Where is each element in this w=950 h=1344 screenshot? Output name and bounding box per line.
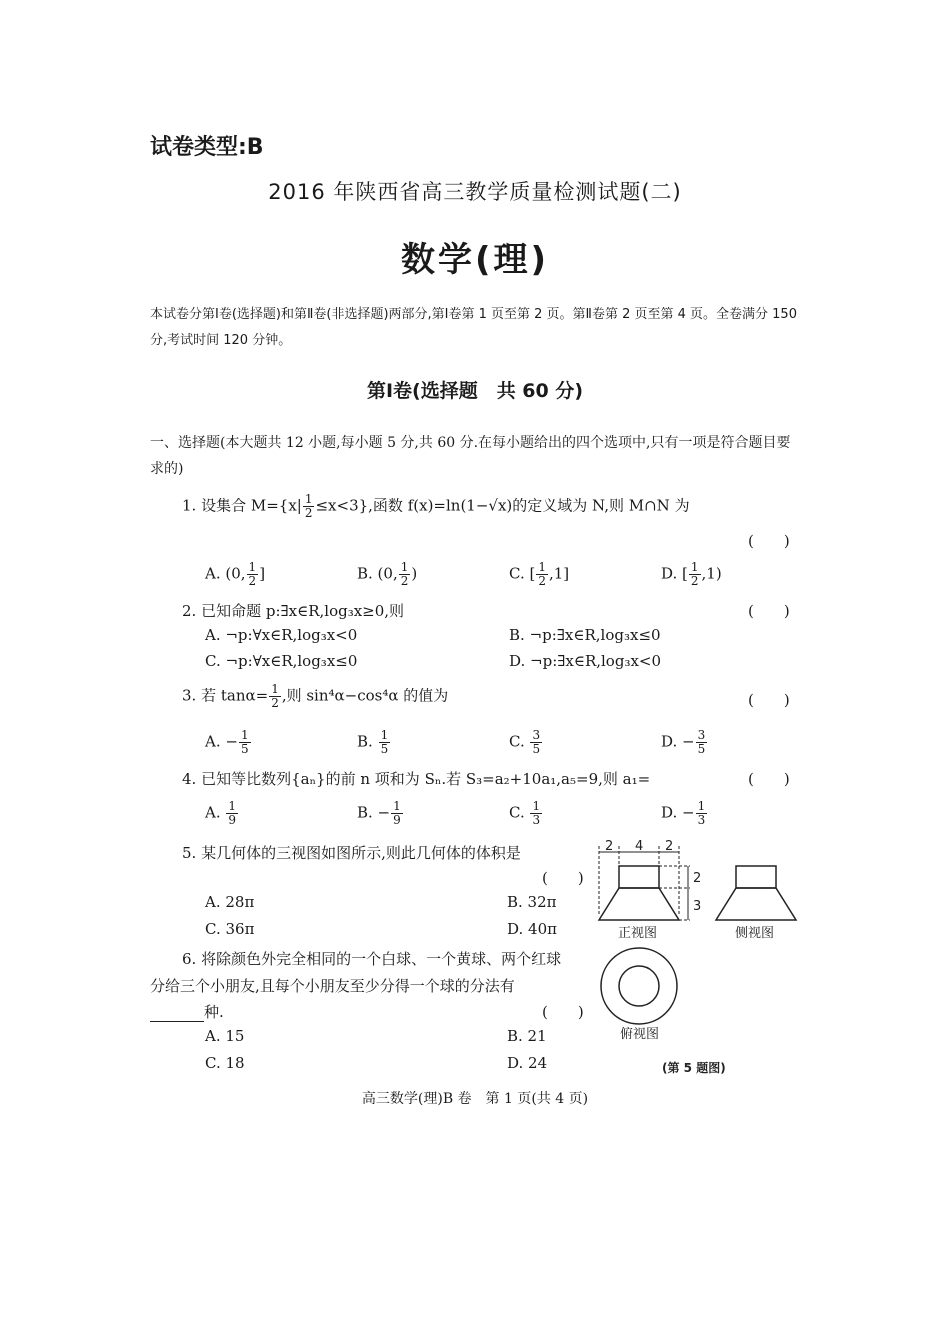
question-3-stem: [182, 683, 448, 710]
q5-option-a: A. 28π: [205, 893, 255, 911]
answer-blank: ( ): [542, 1003, 584, 1021]
q3-a-frac: [239, 729, 251, 756]
q3-option-c: [509, 729, 543, 756]
q3-d-den: 5: [697, 742, 706, 756]
paper-type: 试卷类型:B: [150, 135, 264, 160]
answer-blank: ( ): [542, 869, 584, 887]
q4-b-pre: B. −: [357, 803, 391, 822]
q3-a-pre: A. −: [205, 732, 238, 751]
q1-a-num: 1: [248, 560, 257, 574]
q1-a-pre: A. (0,: [205, 564, 246, 583]
q1-d-den: 2: [690, 574, 699, 588]
q1-stem-post: ≤x<3},函数 f(x)=ln(1−√x)的定义域为 N,则 M∩N 为: [315, 496, 690, 515]
q1-a-post: ]: [259, 564, 266, 583]
q5-option-d: D. 40π: [507, 920, 557, 938]
q4-a-num: 1: [228, 799, 237, 813]
q1-b-post: ): [411, 564, 418, 583]
answer-blank: ( ): [748, 691, 790, 709]
q1-frac-den: 2: [304, 506, 313, 520]
q1-d-pre: D. [: [661, 564, 688, 583]
q4-option-c: [509, 800, 543, 827]
top-view-outer-circle: [601, 948, 677, 1024]
q3-option-b: [357, 729, 391, 756]
q4-a-den: 9: [228, 813, 237, 827]
q4-option-b: [357, 800, 404, 827]
figure-caption: (第 5 题图): [662, 1061, 726, 1075]
q4-d-pre: D. −: [661, 803, 695, 822]
q1-b-pre: B. (0,: [357, 564, 398, 583]
q4-d-num: 1: [697, 799, 706, 813]
front-view: [599, 846, 690, 920]
q5-option-c: C. 36π: [205, 920, 255, 938]
section-title: 第Ⅰ卷(选择题 共 60 分): [366, 380, 584, 402]
dim-side-top: 2: [693, 871, 702, 886]
q1-option-d: [661, 561, 722, 588]
q4-a-frac: [226, 800, 238, 827]
q3-option-d: [661, 729, 708, 756]
question-1-stem: [182, 493, 690, 520]
q3-stem-post: ,则 sin⁴α−cos⁴α 的值为: [281, 686, 449, 705]
q3-frac-den: 2: [271, 696, 279, 710]
question-5-stem: 5. 某几何体的三视图如图所示,则此几何体的体积是: [182, 844, 521, 862]
question-4-stem: 4. 已知等比数列{aₙ}的前 n 项和为 Sₙ.若 S₃=a₂+10a₁,a₅=9,则 a₁=: [182, 770, 651, 788]
q3-b-num: 1: [380, 728, 389, 742]
q1-b-den: 2: [400, 574, 409, 588]
q3-d-pre: D. −: [661, 732, 695, 751]
q5-option-b: B. 32π: [507, 893, 557, 911]
side-view-label: 侧视图: [735, 926, 775, 941]
q2-option-b: B. ¬p:∃x∈R,log₃x≤0: [509, 626, 661, 644]
q3-b-frac: [379, 729, 391, 756]
q1-c-num: 1: [538, 560, 546, 574]
side-trapezoid: [716, 888, 796, 920]
q4-c-den: 3: [532, 813, 541, 827]
three-view-figure: [590, 836, 810, 1086]
exam-title: 2016 年陕西省高三教学质量检测试题(二): [268, 180, 682, 204]
q3-c-den: 5: [532, 742, 541, 756]
fill-in-blank: [150, 1007, 204, 1022]
q1-option-b: [357, 561, 417, 588]
q6-option-c: C. 18: [205, 1054, 245, 1072]
q4-d-den: 3: [697, 813, 706, 827]
q1-stem-pre: 1. 设集合 M={x|: [182, 496, 302, 515]
q4-option-d: [661, 800, 708, 827]
q1-d-num: 1: [690, 560, 699, 574]
q6-line3-text: 种.: [204, 1003, 224, 1021]
q1-a-den: 2: [248, 574, 257, 588]
q1-b-frac: [399, 561, 411, 588]
dim-top-right: 2: [665, 839, 674, 854]
q3-a-den: 5: [240, 742, 249, 756]
answer-blank: ( ): [748, 602, 790, 620]
q4-c-num: 1: [532, 799, 541, 813]
q3-a-num: 1: [240, 728, 249, 742]
q3-c-pre: C.: [509, 732, 530, 751]
question-6-line2: 分给三个小朋友,且每个小朋友至少分得一个球的分法有: [150, 977, 515, 995]
subject-title: 数学(理): [400, 240, 550, 280]
q4-c-frac: [530, 800, 542, 827]
q3-fraction: [269, 683, 281, 710]
q1-fraction: [303, 493, 315, 520]
side-top-box: [736, 866, 776, 888]
q3-option-a: [205, 729, 252, 756]
q1-frac-num: 1: [304, 492, 313, 506]
page-footer: 高三数学(理)B 卷 第 1 页(共 4 页): [361, 1091, 589, 1107]
q3-b-pre: B.: [357, 732, 378, 751]
front-view-label: 正视图: [618, 926, 658, 941]
q1-a-frac: [247, 561, 259, 588]
q4-option-a: [205, 800, 239, 827]
q1-c-pre: C. [: [509, 564, 536, 583]
q6-option-a: A. 15: [205, 1027, 245, 1045]
question-6-line3: [150, 1001, 224, 1022]
question-6-line1: 6. 将除颜色外完全相同的一个白球、一个黄球、两个红球: [182, 950, 562, 968]
q1-d-frac: [689, 561, 701, 588]
side-view: [716, 866, 796, 920]
q1-c-post: ,1]: [548, 564, 570, 583]
q4-c-pre: C.: [509, 803, 530, 822]
top-view-inner-circle: [619, 966, 659, 1006]
q4-d-frac: [696, 800, 708, 827]
q1-b-num: 1: [400, 560, 409, 574]
q3-frac-num: 1: [271, 682, 279, 696]
front-trapezoid: [599, 888, 679, 920]
dim-side-bottom: 3: [693, 899, 702, 914]
top-view-label: 俯视图: [620, 1027, 660, 1042]
q1-c-den: 2: [538, 574, 546, 588]
q4-b-frac: [391, 800, 403, 827]
q3-c-num: 3: [532, 728, 541, 742]
q2-option-c: C. ¬p:∀x∈R,log₃x≤0: [205, 652, 358, 670]
q6-option-d: D. 24: [507, 1054, 548, 1072]
q1-option-a: [205, 561, 265, 588]
q4-b-den: 9: [393, 813, 401, 827]
question-2-stem: 2. 已知命题 p:∃x∈R,log₃x≥0,则: [182, 602, 405, 620]
q3-d-frac: [696, 729, 708, 756]
q3-stem-pre: 3. 若 tanα=: [182, 686, 269, 705]
q1-c-frac: [536, 561, 548, 588]
q3-c-frac: [530, 729, 542, 756]
answer-blank: ( ): [748, 532, 790, 550]
q6-option-b: B. 21: [507, 1027, 547, 1045]
dim-top-left: 2: [605, 839, 614, 854]
q4-b-num: 1: [393, 799, 401, 813]
top-view: [601, 948, 677, 1024]
q3-d-num: 3: [697, 728, 706, 742]
exam-instructions: 本试卷分第Ⅰ卷(选择题)和第Ⅱ卷(非选择题)两部分,第Ⅰ卷第 1 页至第 2 页。第Ⅱ卷第 2 页至第 4 页。全卷满分 150 分,考试时间 120 分钟。: [150, 307, 797, 348]
dim-top-mid: 4: [635, 839, 644, 854]
q4-a-pre: A.: [205, 803, 226, 822]
q1-option-c: [509, 561, 569, 588]
answer-blank: ( ): [748, 770, 790, 788]
q2-option-d: D. ¬p:∃x∈R,log₃x<0: [509, 652, 662, 670]
q3-b-den: 5: [380, 742, 389, 756]
part-heading: 一、选择题(本大题共 12 小题,每小题 5 分,共 60 分.在每小题给出的四个选项中,只有一项是符合题目要求的): [150, 435, 791, 477]
q1-d-post: ,1): [701, 564, 722, 583]
q2-option-a: A. ¬p:∀x∈R,log₃x<0: [205, 626, 358, 644]
front-top-box: [619, 866, 659, 888]
